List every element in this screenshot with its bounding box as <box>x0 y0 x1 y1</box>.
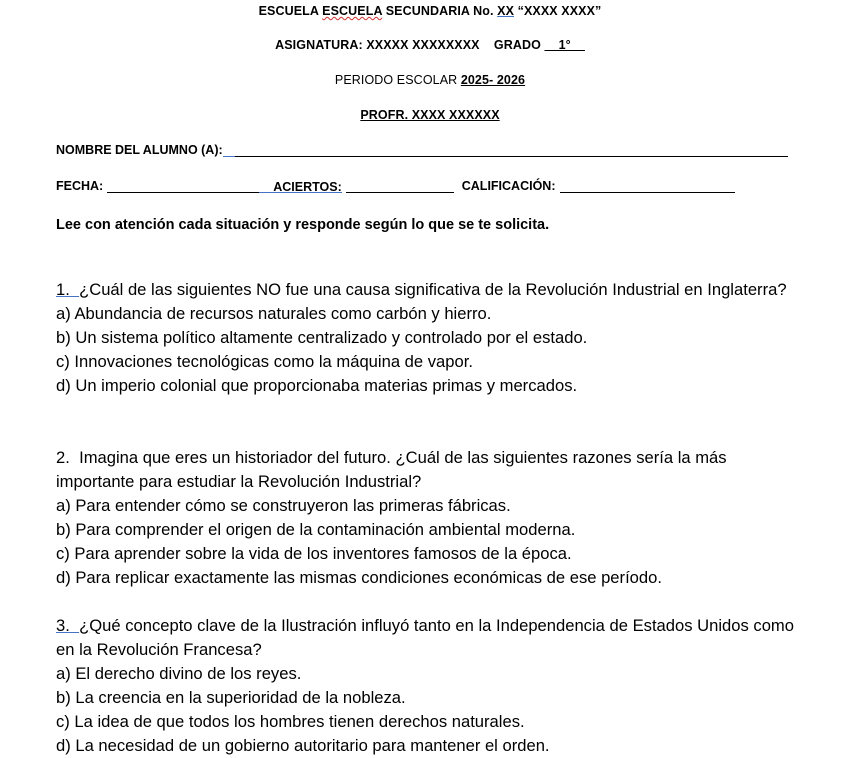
question-1-option-b[interactable]: b) Un sistema político altamente centralizado y controlado por el estado. <box>56 328 588 347</box>
grade-value: __1°__ <box>544 38 585 52</box>
grade-field[interactable] <box>560 180 735 193</box>
question-2-option-b[interactable]: b) Para comprender el origen de la contaminación ambiental moderna. <box>56 520 576 539</box>
date-row <box>56 179 735 193</box>
teacher-line <box>0 108 860 122</box>
question-3-option-c[interactable]: c) La idea de que todos los hombres tienen derechos naturales. <box>56 712 525 731</box>
question-3-stem <box>56 614 801 662</box>
question-1-option-a[interactable]: a) Abundancia de recursos naturales como carbón y hierro. <box>56 304 492 323</box>
question-3-option-d[interactable]: d) La necesidad de un gobierno autoritario para mantener el orden. <box>56 736 550 755</box>
question-3-option-a[interactable]: a) El derecho divino de los reyes. <box>56 664 302 683</box>
question-3-open: ¿ <box>79 616 90 635</box>
question-3-text: Qué concepto clave de la Ilustración influyó tanto en la Independencia de Estados Unidos como en la Revolución Francesa? <box>56 616 794 659</box>
question-2-stem <box>56 446 801 494</box>
question-3-number: 3. <box>56 616 70 635</box>
subject-label: ASIGNATURA: XXXXX XXXXXXXX <box>275 38 480 52</box>
grade-label: GRADO <box>493 38 545 52</box>
subject-line <box>0 38 860 52</box>
hits-field[interactable] <box>346 180 454 193</box>
question-2-option-c[interactable]: c) Para aprender sobre la vida de los inventores famosos de la época. <box>56 544 572 563</box>
school-number: XX <box>497 4 515 18</box>
name-field[interactable] <box>235 144 788 157</box>
question-3-option-b[interactable]: b) La creencia en la superioridad de la nobleza. <box>56 688 406 707</box>
school-prefix: ESCUELA <box>258 4 319 18</box>
teacher-name: PROFR. XXXX XXXXXX <box>360 108 500 122</box>
date-field[interactable] <box>107 180 259 193</box>
grade-field-label: CALIFICACIÓN: <box>461 179 556 193</box>
question-2-option-a[interactable]: a) Para entender cómo se construyeron las primeras fábricas. <box>56 496 511 515</box>
question-1-number: 1. <box>56 280 70 299</box>
instructions: Lee con atención cada situación y responde según lo que se te solicita. <box>56 217 550 233</box>
name-label: NOMBRE DEL ALUMNO (A): <box>56 143 223 157</box>
question-2-option-d[interactable]: d) Para replicar exactamente las mismas condiciones económicas de ese período. <box>56 568 662 587</box>
question-2 <box>56 446 801 590</box>
period-value: 2025- 2026 <box>460 73 526 87</box>
question-2-text: Imagina que eres un historiador del futuro. ¿Cuál de las siguientes razones sería la más importante para estudiar la Revolución Industrial? <box>56 448 727 491</box>
school-line <box>0 4 860 18</box>
school-word: ESCUELA <box>322 4 383 18</box>
question-1-stem <box>56 278 801 302</box>
period-label: PERIODO ESCOLAR <box>334 73 461 87</box>
question-1-option-d[interactable]: d) Un imperio colonial que proporcionaba materias primas y mercados. <box>56 376 578 395</box>
hits-label: ACIERTOS: <box>273 180 342 194</box>
school-name: “XXXX XXXX” <box>514 4 602 18</box>
name-blank-start <box>223 144 235 157</box>
question-1-open: ¿ <box>79 280 90 299</box>
date-label: FECHA: <box>56 179 104 193</box>
question-1-text: Cuál de las siguientes NO fue una causa significativa de la Revolución Industrial en Inglaterra? <box>89 280 787 299</box>
hits-blank-lead <box>259 180 273 193</box>
question-3 <box>56 614 801 758</box>
period-line <box>0 73 860 87</box>
question-1 <box>56 278 801 398</box>
school-mid: SECUNDARIA No. <box>382 4 498 18</box>
question-2-number: 2. <box>56 448 70 467</box>
question-1-option-c[interactable]: c) Innovaciones tecnológicas como la máquina de vapor. <box>56 352 473 371</box>
name-row <box>56 143 788 157</box>
